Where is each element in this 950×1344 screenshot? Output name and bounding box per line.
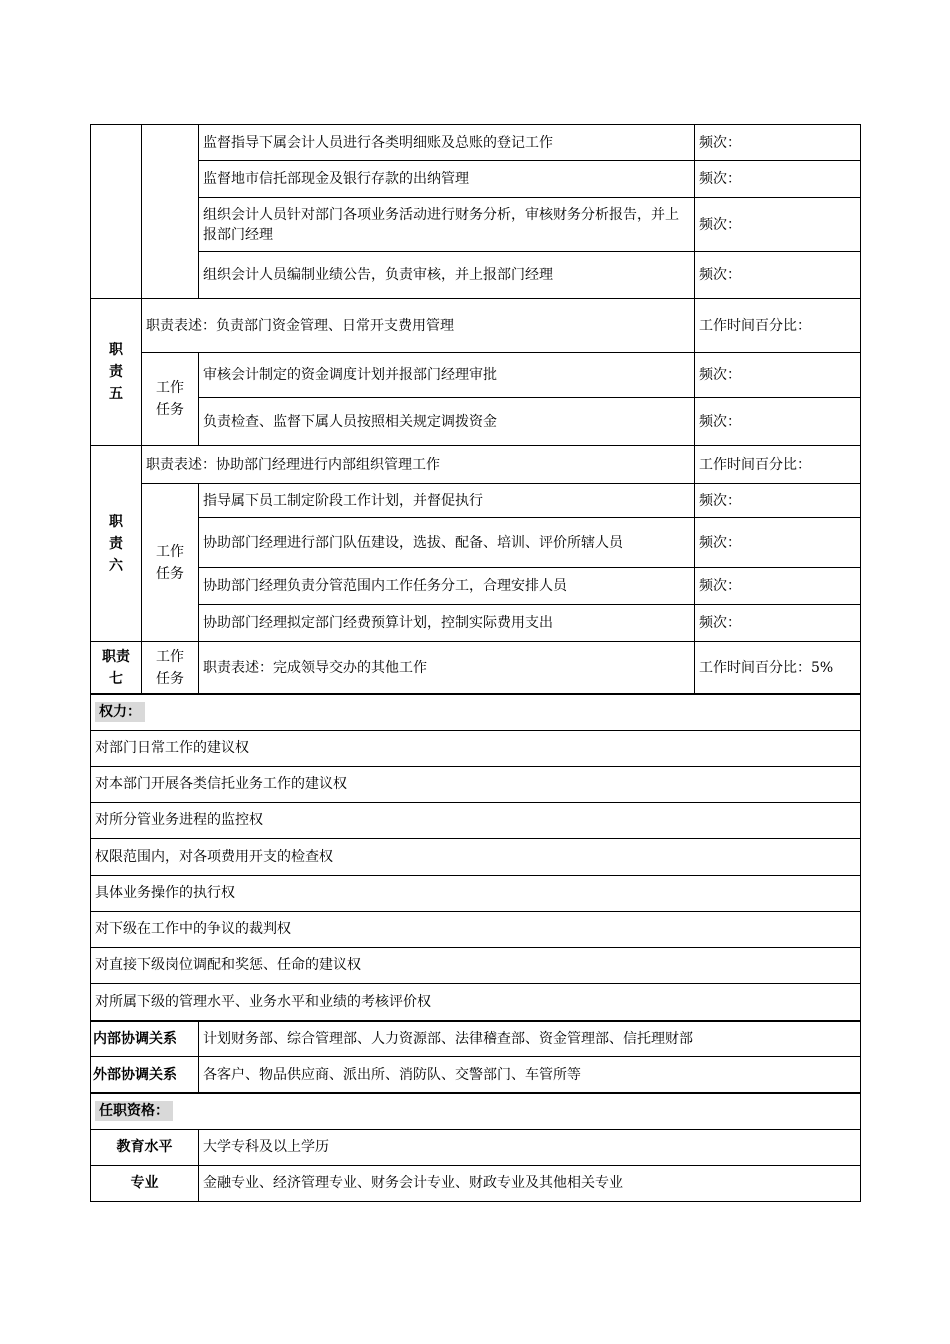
task-frequency: 频次： [695,125,861,161]
education-row [91,1129,861,1165]
duty4-label-cell [91,125,142,299]
task-text: 监督地市信托部现金及银行存款的出纳管理 [199,161,695,198]
task-text: 协助部门经理进行部门队伍建设，选拔、配备、培训、评价所辖人员 [199,518,695,568]
education-value: 大学专科及以上学历 [199,1129,861,1165]
power-table [90,693,861,1021]
task-frequency: 频次： [695,398,861,446]
qualification-title: 任职资格： [95,1101,173,1121]
duties-table [90,124,861,694]
duty6-label: 职 责 六 [91,446,142,642]
external-relations-label: 外部协调关系 [91,1057,199,1093]
duty5-time-percent: 工作时间百分比： [695,299,861,353]
duty5-label: 职 责 五 [91,299,142,446]
duty7-row [91,642,861,694]
task-text: 协助部门经理拟定部门经费预算计划，控制实际费用支出 [199,605,695,642]
duty6-description: 职责表述：协助部门经理进行内部组织管理工作 [142,446,695,484]
task-frequency: 频次： [695,568,861,605]
qualification-title-cell [91,1093,861,1129]
duty6-task-row [91,518,861,568]
power-item-text: 对直接下级岗位调配和奖惩、任命的建议权 [91,947,861,983]
task-text: 负责检查、监督下属人员按照相关规定调拨资金 [199,398,695,446]
power-item-text: 对本部门开展各类信托业务工作的建议权 [91,766,861,802]
relations-table [90,1020,861,1094]
duty5-description: 职责表述：负责部门资金管理、日常开支费用管理 [142,299,695,353]
duty7-label: 职责 七 [91,642,142,694]
duty4-task-row [91,125,861,161]
power-item-text: 对部门日常工作的建议权 [91,730,861,766]
power-item [91,802,861,838]
duty4-task-row [91,161,861,198]
task-frequency: 频次： [695,198,861,252]
duty5-task-row [91,353,861,398]
external-relations-row [91,1057,861,1093]
task-text: 协助部门经理负责分管范围内工作任务分工，合理安排人员 [199,568,695,605]
duty5-desc-row [91,299,861,353]
duty4-task-row [91,252,861,299]
power-item [91,911,861,947]
power-item-text: 对所分管业务进程的监控权 [91,802,861,838]
duty6-task-label: 工作 任务 [142,484,199,642]
major-value: 金融专业、经济管理专业、财务会计专业、财政专业及其他相关专业 [199,1165,861,1201]
power-title: 权力： [95,702,145,722]
task-frequency: 频次： [695,161,861,198]
power-item [91,730,861,766]
duty6-task-row [91,568,861,605]
task-text: 审核会计制定的资金调度计划并报部门经理审批 [199,353,695,398]
duty7-time-percent: 工作时间百分比：5% [695,642,861,694]
duty7-task-label: 工作 任务 [142,642,199,694]
internal-relations-value: 计划财务部、综合管理部、人力资源部、法律稽查部、资金管理部、信托理财部 [199,1021,861,1057]
duty4-task-row [91,198,861,252]
task-text: 监督指导下属会计人员进行各类明细账及总账的登记工作 [199,125,695,161]
task-frequency: 频次： [695,484,861,518]
major-row [91,1165,861,1201]
task-text: 指导属下员工制定阶段工作计划，并督促执行 [199,484,695,518]
qualification-header-row [91,1093,861,1129]
internal-relations-label: 内部协调关系 [91,1021,199,1057]
duty6-task-row [91,484,861,518]
power-item [91,875,861,911]
education-label: 教育水平 [91,1129,199,1165]
task-frequency: 频次： [695,252,861,299]
duty4-task-label-cell [142,125,199,299]
duty6-time-percent: 工作时间百分比： [695,446,861,484]
task-frequency: 频次： [695,353,861,398]
duty5-task-row [91,398,861,446]
task-text: 组织会计人员针对部门各项业务活动进行财务分析，审核财务分析报告，并上报部门经理 [199,198,695,252]
power-item [91,766,861,802]
power-item-text: 对下级在工作中的争议的裁判权 [91,911,861,947]
power-item [91,838,861,875]
duty5-task-label: 工作 任务 [142,353,199,446]
task-frequency: 频次： [695,605,861,642]
external-relations-value: 各客户、物品供应商、派出所、消防队、交警部门、车管所等 [199,1057,861,1093]
power-item [91,983,861,1020]
power-header-row [91,694,861,730]
major-label: 专业 [91,1165,199,1201]
duty6-task-row [91,605,861,642]
power-item-text: 具体业务操作的执行权 [91,875,861,911]
task-text: 组织会计人员编制业绩公告，负责审核，并上报部门经理 [199,252,695,299]
duty6-desc-row [91,446,861,484]
power-item [91,947,861,983]
power-item-text: 对所属下级的管理水平、业务水平和业绩的考核评价权 [91,983,861,1020]
duty7-description: 职责表述：完成领导交办的其他工作 [199,642,695,694]
power-item-text: 权限范围内，对各项费用开支的检查权 [91,838,861,875]
task-frequency: 频次： [695,518,861,568]
qualification-table [90,1092,861,1202]
job-description-sheet [90,124,860,1202]
internal-relations-row [91,1021,861,1057]
power-title-cell [91,694,861,730]
